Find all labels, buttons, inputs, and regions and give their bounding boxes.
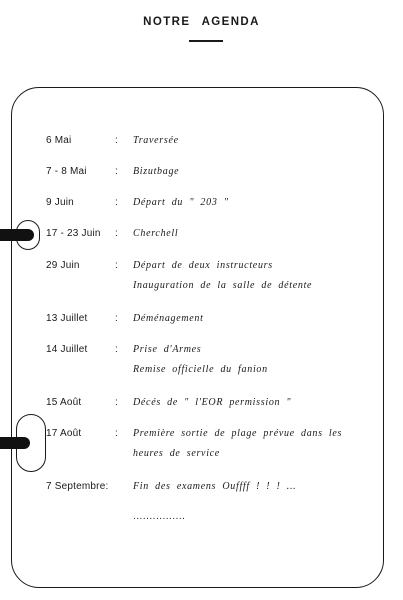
entry-line: Décés de " l'EOR permission " [133,397,292,408]
entry-line: Première sortie de plage prévue dans les [133,428,343,439]
entry-description [133,228,373,239]
agenda-entry [0,313,403,333]
entry-date: 15 Août [46,397,82,408]
trailing-dots: ................ [133,511,186,522]
entry-description [133,135,373,146]
agenda-entry [0,397,403,417]
entry-line: Inauguration de la salle de détente [133,280,313,291]
title-underline [189,40,223,42]
entry-line: Remise officielle du fanion [133,364,268,375]
entry-date: 14 Juillet [46,344,88,355]
entry-description [133,397,373,408]
entry-line: Fin des examens Ouffff ! ! ! ... [133,481,297,492]
entry-line: Traversée [133,135,179,146]
agenda-entry [0,428,403,459]
entry-date: 17 Août [46,428,82,439]
entry-date: 7 Septembre: [46,481,109,492]
entry-separator: : [115,344,118,355]
agenda-entry [0,228,403,248]
entry-separator: : [115,228,118,239]
entry-line: Cherchell [133,228,179,239]
entry-separator: : [115,397,118,408]
entry-description [133,313,373,324]
entry-line: Bizutbage [133,166,180,177]
entry-separator: : [115,197,118,208]
entry-line: Prise d'Armes [133,344,202,355]
entry-separator: : [115,428,118,439]
entry-separator: : [115,166,118,177]
entry-line: Départ de deux instructeurs [133,260,273,271]
entry-description [133,481,373,492]
entry-date: 17 - 23 Juin [46,228,101,239]
agenda-entry [0,135,403,155]
agenda-entry [0,481,403,501]
entry-date: 6 Mai [46,135,72,146]
agenda-entry [0,344,403,375]
entry-line: Déménagement [133,313,204,324]
agenda-entry [0,197,403,217]
agenda-card [11,87,384,588]
entry-line: heures de service [133,448,220,459]
agenda-entry [0,260,403,291]
entry-line: Départ du " 203 " [133,197,229,208]
page-title: NOTRE AGENDA [143,16,260,28]
entry-date: 29 Juin [46,260,80,271]
entry-description [133,344,373,375]
entry-separator: : [115,135,118,146]
agenda-entry [0,166,403,186]
entry-separator: : [115,313,118,324]
entry-description [133,197,373,208]
entry-description [133,260,373,291]
entry-date: 9 Juin [46,197,74,208]
entry-date: 7 - 8 Mai [46,166,87,177]
entry-separator: : [115,260,118,271]
entry-date: 13 Juillet [46,313,88,324]
entry-description [133,428,373,459]
entry-description [133,166,373,177]
